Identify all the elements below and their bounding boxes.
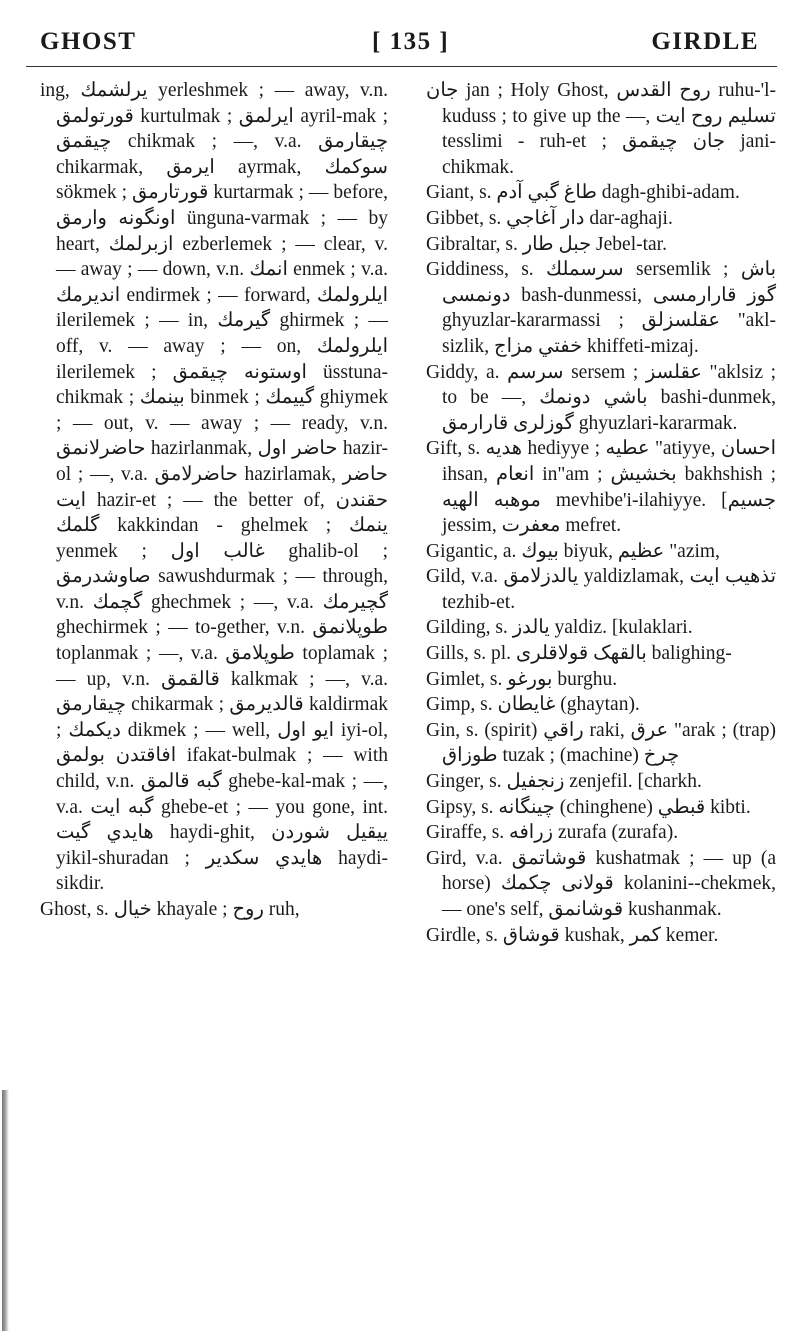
header-first-word: GHOST xyxy=(40,28,137,55)
entry-gird: Gird, v.a. قوشاتمق kushatmak ; — up (a horse) قولانى چكمك kolanini--chekmek, — one's self, قوشانمق kushanmak. xyxy=(426,847,776,920)
header-rule xyxy=(26,66,777,67)
header-last-word: GIRDLE xyxy=(651,28,759,55)
entry-giraffe: Giraffe, s. زرافه zurafa (zurafa). xyxy=(426,822,679,844)
entry-gibraltar: Gibraltar, s. جبل طار Jebel-tar. xyxy=(426,233,667,255)
entry-gild: Gild, v.a. يالدزلامق yaldizlamak, تذهيب ايت tezhib-et. xyxy=(426,566,776,613)
entry-ghost-continued: جان jan ; Holy Ghost, روح القدس ruhu-'l-kuduss ; to give up the —, تسليم روح ايت tesslimi - ruh-et ; جان چيقمق jani-chikmak. xyxy=(426,80,777,178)
entry-gin: Gin, s. (spirit) راقي raki, عرق "arak ; (trap) طوزاق tuzak ; (machine) چرخ xyxy=(426,719,776,767)
running-header xyxy=(26,28,777,68)
page-edge-shadow xyxy=(2,1090,9,1331)
entry-ginger: Ginger, s. زنجفيل zenjefil. [charkh. xyxy=(426,771,702,793)
left-column xyxy=(40,78,388,923)
entry-gipsy: Gipsy, s. چينگانه (chinghene) قبطي kibti. xyxy=(426,796,751,818)
entry-gift: Gift, s. هدیه hediyye ; عطیه "atiyye, احسان ihsan, انعام in"am ; بخشيش bakhshish ; موهبه الهيه mevhibe'i-ilahiyye. [جسيم jessim, معفرت mefret. xyxy=(426,438,777,537)
entry-gigantic: Gigantic, a. بيوك biyuk, عظيم "azim, xyxy=(426,540,720,562)
entry-gimlet: Gimlet, s. بورغو burghu. xyxy=(426,668,618,690)
entry-giant: Giant, s. طاغ گبي آدم dagh-ghibi-adam. xyxy=(426,182,740,204)
entry-giddiness: Giddiness, s. سرسملك sersemlik ; باش دونمسی bash-dunmessi, گوز قارارمسی ghyuzlar-kararmassi ; عقلسزلق "akl-sizlik, خفتي مزاج khiffeti-mizaj. xyxy=(426,259,777,357)
entry-girdle: Girdle, s. قوشاق kushak, كمر kemer. xyxy=(426,924,719,946)
page-number: [ 135 ] xyxy=(372,28,450,55)
entry-ghost: Ghost, s. خيال khayale ; روح ruh, xyxy=(40,899,300,920)
entry-gimp: Gimp, s. غايطان (ghaytan). xyxy=(426,694,640,716)
entry-giddy: Giddy, a. سرسم sersem ; عقلسز "aklsiz ; to be —, باشي دونمك bashi-dunmek, گوزلری قارارمق ghyuzlari-kararmak. xyxy=(426,361,776,434)
right-column xyxy=(426,78,776,948)
entry-get-continued: ing, یرلشمك yerleshmek ; — away, v.n. قورتولمق kurtulmak ; ايرلمق ayril-mak ; چيقمق chikmak ; —, v.a. چيقارمق chikarmak, ايرمق ayrmak, سوكمك sökmek ; قورتارمق kurtarmak ; — before, اونگونه وارمق ünguna-varmak ; — by heart, ازبرلمك ezberlemek ; — clear, v. — away ; — down, v.n. انمك enmek ; v.a. انديرمك endirmek ; — forward, ايلرولمك ilerilemek ; — in, گيرمك ghirmek ; — off, v. — away ; — on, ايلرولمك ilerilemek ; اوستونه چيقمق üsstuna-chikmak ; بينمك binmek ; گييمك ghiymek ; — out, v. — away ; — ready, v.n. حاضرلانمق hazirlanmak, حاضر اول hazir-ol ; —, v.a. حاضرلامق hazirlamak, حاضر ايت hazir-et ; — the better of, حقندن گلمك kakkindan - ghelmek ; ينمك yenmek ; غالب اول ghalib-ol ; صاوشدرمق sawushdurmak ; — through, v.n. گچمك ghechmek ; —, v.a. گچيرمك ghechirmek ; — to-gether, v.n. طوپلانمق toplanmak ; —, v.a. طوپلامق toplamak ; — up, v.n. قالقمق kalkmak ; —, v.a. چيقارمق chikarmak ; قالديرمق kaldirmak ; ديكمك dikmek ; — well, ايو اول iyi-ol, افاقتدن بولمق ifakat-bulmak ; — with child, v.n. گبه قالمق ghebe-kal-mak ; —, v.a. گبه ايت ghebe-et ; — you gone, int. هايدي گيت haydi-ghit, ييقيل شوردن yikil-shuradan ; هايدي سكدير haydi-sikdir. xyxy=(40,80,389,895)
entry-gills: Gills, s. pl. بالقهک قولاقلری balighing- xyxy=(426,643,732,665)
entry-gibbet: Gibbet, s. دار آغاجي dar-aghaji. xyxy=(426,207,673,229)
entry-gilding: Gilding, s. يالدز yaldiz. [kulaklari. xyxy=(426,617,693,639)
